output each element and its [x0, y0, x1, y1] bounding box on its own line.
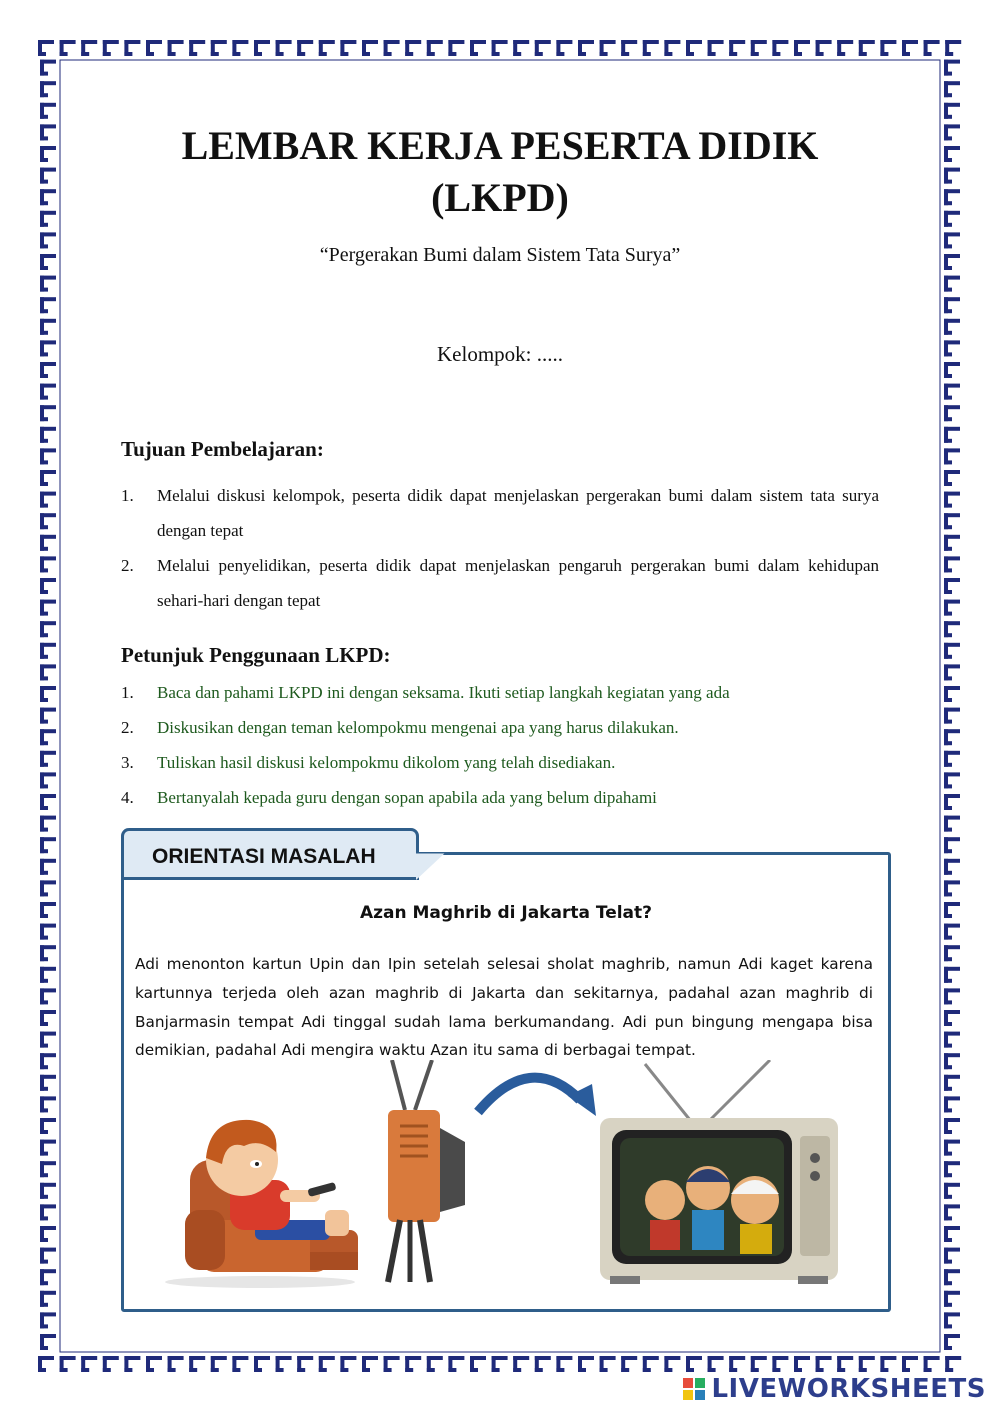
tv-front-image	[600, 1060, 838, 1284]
list-item: 1. Melalui diskusi kelompok, peserta didik dapat menjelaskan pergerakan bumi dalam sistem tata surya dengan tepat	[121, 486, 879, 540]
objectives-heading: Tujuan Pembelajaran:	[121, 437, 324, 461]
list-item: 2. Diskusikan dengan teman kelompokmu mengenai apa yang harus dilakukan.	[121, 718, 679, 737]
list-item: 1. Baca dan pahami LKPD ini dengan seksama. Ikuti setiap langkah kegiatan yang ada	[121, 683, 730, 702]
liveworksheets-logo-icon	[683, 1378, 705, 1400]
orientation-tab: ORIENTASI MASALAH	[121, 828, 419, 880]
story-text: Adi menonton kartun Upin dan Ipin setelah selesai sholat maghrib, namun Adi kaget karena kartunnya terjeda oleh azan maghrib di Jakarta dan sekitarnya, padahal azan maghrib di Banjarmasin tempat Adi tinggal sudah lama berkumandang. Adi pun bingung mengapa bisa demikian, padahal Adi mengira waktu Azan itu sama di berbagai tempat.	[135, 955, 873, 1060]
tv-back-image	[388, 1060, 465, 1282]
list-item: 4. Bertanyalah kepada guru dengan sopan apabila ada yang belum dipahami	[121, 788, 657, 807]
list-item: 2. Melalui penyelidikan, peserta didik dapat menjelaskan pengaruh pergerakan bumi dalam kehidupan sehari-hari dengan tepat	[121, 556, 879, 610]
instructions-heading: Petunjuk Penggunaan LKPD:	[121, 643, 391, 667]
child-in-chair-image	[165, 1120, 358, 1288]
list-item: 3. Tuliskan hasil diskusi kelompokmu dikolom yang telah disediakan.	[121, 753, 616, 772]
tab-corner	[416, 852, 446, 880]
tv-illustration	[160, 1060, 860, 1290]
group-field: Kelompok: .....	[437, 342, 563, 366]
arrow-icon	[478, 1078, 596, 1116]
liveworksheets-brand: LIVEWORKSHEETS	[683, 1374, 986, 1404]
instructions-list	[121, 675, 879, 815]
story-title: Azan Maghrib di Jakarta Telat?	[359, 903, 653, 923]
subtitle: “Pergerakan Bumi dalam Sistem Tata Surya”	[319, 244, 681, 266]
page-title: LEMBAR KERJA PESERTA DIDIK (LKPD)	[181, 123, 819, 220]
objectives-list	[121, 478, 879, 618]
